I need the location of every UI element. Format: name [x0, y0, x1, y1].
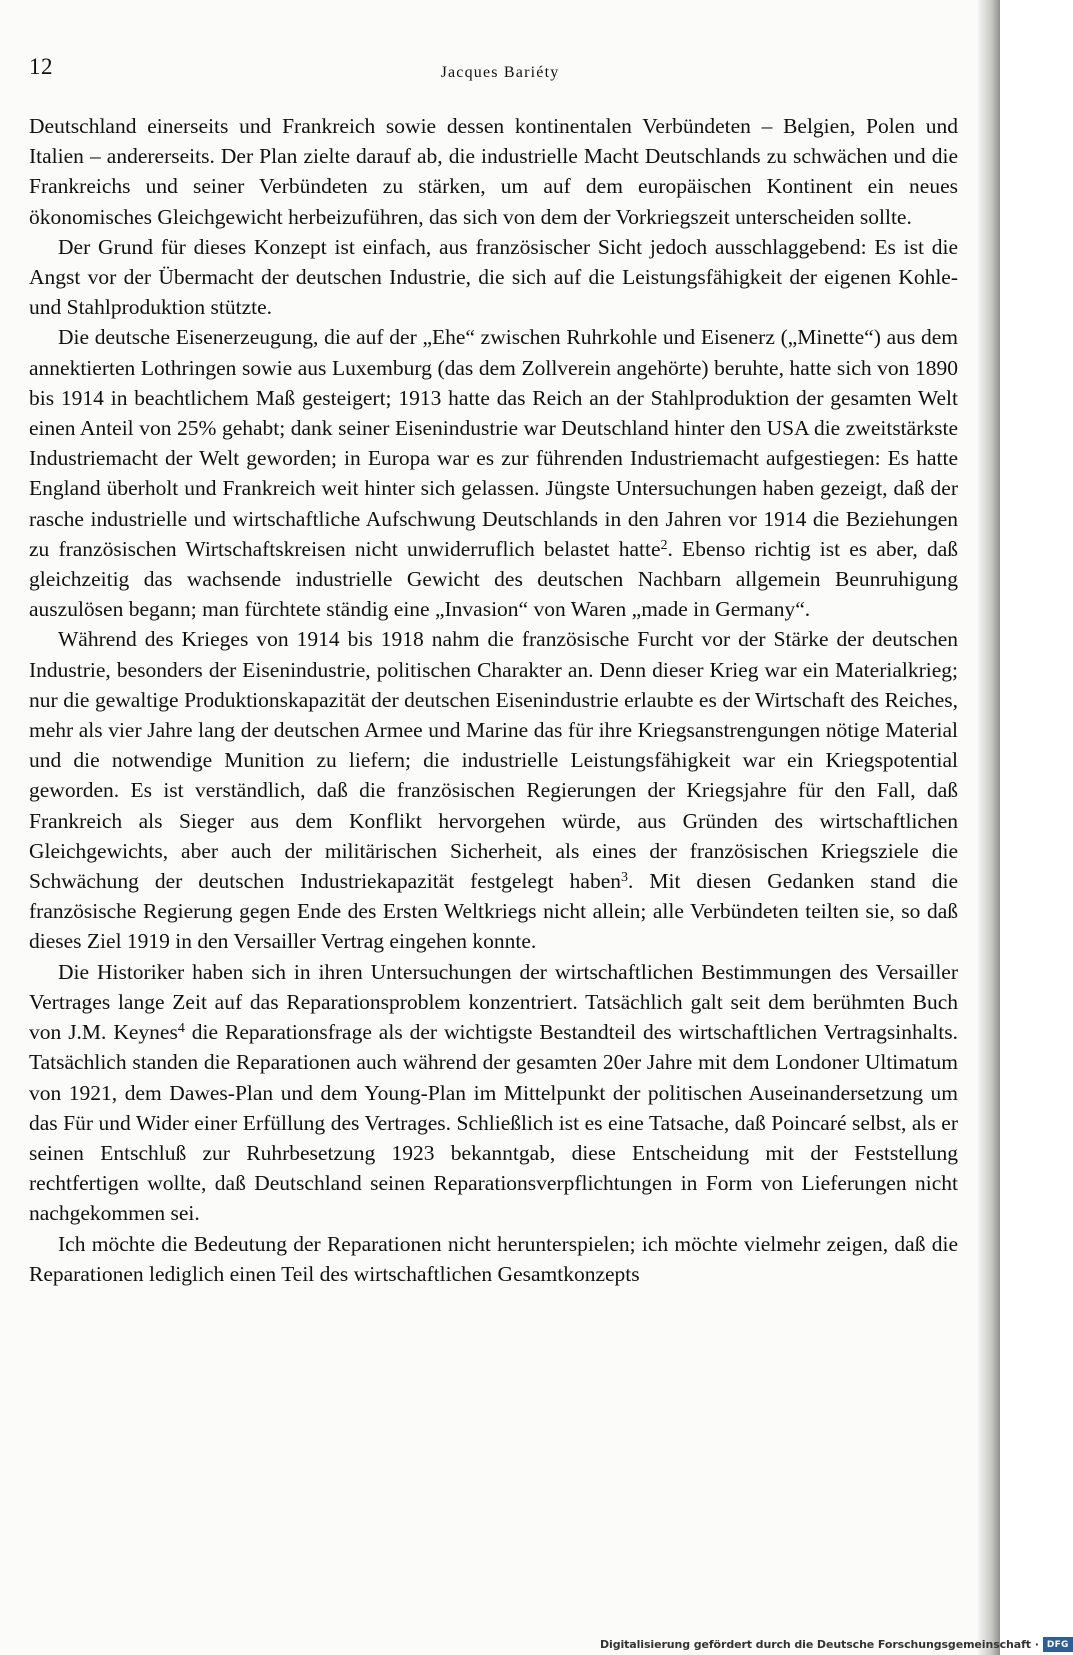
paragraph — [29, 322, 958, 624]
text-run: Deutschland einerseits und Frankreich sowie dessen kontinentalen Verbündeten – Belgien, Polen und Italien – andererseits. Der Plan zielte darauf ab, die industrielle Macht Deutschlands zu schwächen und die Frankreichs und seiner Verbündeten zu stärken, um auf dem europäischen Kontinent ein neues ökonomisches Gleichgewicht herbeizuführen, das sich von dem der Vorkriegszeit unterscheiden sollte. — [29, 114, 958, 229]
footnote-ref[interactable]: 2 — [660, 537, 668, 553]
footnote-ref[interactable]: 3 — [621, 870, 629, 886]
footnote-ref[interactable]: 4 — [177, 1021, 185, 1037]
paragraph — [29, 111, 958, 232]
paragraph — [29, 1229, 958, 1289]
body-text — [29, 111, 958, 1289]
dfg-logo-icon[interactable]: DFG — [1043, 1637, 1073, 1652]
page-number: 12 — [29, 54, 53, 79]
text-run: Ich möchte die Bedeutung der Reparationen nicht herunterspielen; ich möchte vielmehr zeigen, daß die Reparationen lediglich einen Teil des wirtschaftlichen Gesamtkonzepts — [29, 1231, 958, 1286]
paragraph — [29, 957, 958, 1229]
funding-note: Digitalisierung gefördert durch die Deutsche Forschungsgemeinschaft · — [600, 1638, 1039, 1651]
paragraph — [29, 232, 958, 323]
text-run: . Ebenso richtig ist es aber, daß gleichzeitig das wachsende industrielle Gewicht des deutschen Nachbarn allgemein Beunruhigung auszulösen begann; man fürchtete ständig eine „Invasion“ von Waren „made in Germany“. — [29, 536, 958, 622]
page-edge-shadow — [978, 0, 1000, 1655]
footer — [600, 1636, 1073, 1653]
paragraph — [29, 624, 958, 956]
text-run: Der Grund für dieses Konzept ist einfach, aus französischer Sicht jedoch ausschlaggebend: Es ist die Angst vor der Übermacht der deutschen Industrie, die sich auf die Leistungsfähigkeit der eigenen Kohle- und Stahlproduktion stützte. — [29, 234, 958, 320]
running-head: Jacques Bariéty — [440, 64, 560, 81]
text-run: Die Historiker haben sich in ihren Untersuchungen der wirtschaftlichen Bestimmungen des Versailler Vertrages lange Zeit auf das Reparationsproblem konzentriert. Tatsächlich galt seit dem berühmten Buch von J.M. Keynes — [29, 959, 958, 1045]
text-run: Die deutsche Eisenerzeugung, die auf der „Ehe“ zwischen Ruhrkohle und Eisenerz („Minette“) aus dem annektierten Lothringen sowie aus Luxemburg (das dem Zollverein angehörte) beruhte, hatte sich von 1890 bis 1914 in beachtlichem Maß gesteigert; 1913 hatte das Reich an der Stahlproduktion der gesamten Welt einen Anteil von 25% gehabt; dank seiner Eisenindustrie war Deutschland hinter den USA die zweitstärkste Industriemacht der Welt geworden; in Europa war es zur führenden Industriemacht aufgestiegen: Es hatte England überholt und Frankreich weit hinter sich gelassen. Jüngste Untersuchungen haben gezeigt, daß der rasche industrielle und wirtschaftliche Aufschwung Deutschlands in den Jahren vor 1914 die Beziehungen zu französischen Wirtschaftskreisen nicht unwiderruflich belastet hatte — [29, 325, 958, 561]
text-run: . Mit diesen Gedanken stand die französische Regierung gegen Ende des Ersten Weltkriegs nicht allein; alle Verbündeten teilten sie, so daß dieses Ziel 1919 in den Versailler Vertrag eingehen konnte. — [29, 869, 958, 954]
text-run: Während des Krieges von 1914 bis 1918 nahm die französische Furcht vor der Stärke der deutschen Industrie, besonders der Eisenindustrie, politischen Charakter an. Denn dieser Krieg war ein Materialkrieg; nur die gewaltige Produktionskapazität der deutschen Eisenindustrie erlaubte es der Wirtschaft des Reiches, mehr als vier Jahre lang der deutschen Armee und Marine das für ihre Kriegsanstrengungen nötige Material und die notwendige Munition zu liefern; die industrielle Leistungsfähigkeit war ein Kriegspotential geworden. Es ist verständlich, daß die französischen Regierungen der Kriegsjahre für den Fall, daß Frankreich als Sieger aus dem Konflikt hervorgehen würde, aus Gründen des wirtschaftlichen Gleichgewichts, aber auch der militärischen Sicherheit, als eines der französischen Kriegsziele die Schwächung der deutschen Industriekapazität festgelegt haben — [29, 627, 958, 894]
text-run: die Reparationsfrage als der wichtigste Bestandteil des wirtschaftlichen Vertragsinhalts. Tatsächlich standen die Reparationen auch während der gesamten 20er Jahre mit dem Londoner Ultimatum von 1921, dem Dawes-Plan und dem Young-Plan im Mittelpunkt der politischen Auseinandersetzung um das Für und Wider einer Erfüllung des Vertrages. Schließlich ist es eine Tatsache, daß Poincaré selbst, als er seinen Entschluß zur Ruhrbesetzung 1923 bekanntgab, diese Entscheidung mit der Feststellung rechtfertigen wollte, daß Deutschland seinen Reparationsverpflichtungen in Form von Lieferungen nicht nachgekommen sei. — [29, 1020, 959, 1226]
